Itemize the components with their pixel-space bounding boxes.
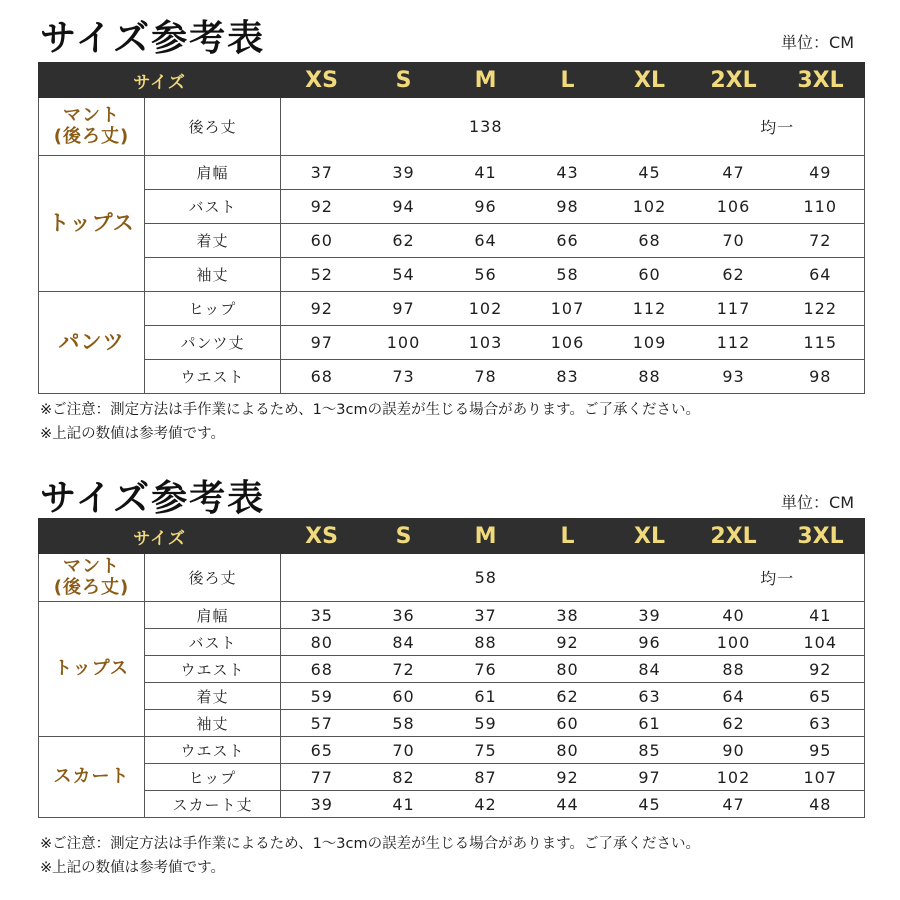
cell-value: 58 (527, 258, 609, 292)
cell-value: 76 (445, 656, 527, 683)
size-header-xs: XS (281, 63, 363, 98)
cell-value: 45 (609, 156, 691, 190)
size-header-l: L (527, 63, 609, 98)
cell-value: 36 (363, 602, 445, 629)
size-header-s: S (363, 519, 445, 554)
cell-value: 109 (609, 326, 691, 360)
cell-value: 84 (363, 629, 445, 656)
cell-value: 64 (691, 683, 777, 710)
cell-value: 75 (445, 737, 527, 764)
cell-value: 41 (363, 791, 445, 818)
cell-value: 104 (777, 629, 865, 656)
cell-value: 35 (281, 602, 363, 629)
table-row (39, 764, 865, 791)
cell-value: 96 (609, 629, 691, 656)
cell-value: 97 (281, 326, 363, 360)
row-item-label: 後ろ丈 (145, 98, 281, 156)
cell-value: 122 (777, 292, 865, 326)
cell-value: 100 (363, 326, 445, 360)
header-row (39, 519, 865, 554)
size-header-xl: XL (609, 63, 691, 98)
chart-title: サイズ参考表 (40, 18, 266, 59)
cell-value: 38 (527, 602, 609, 629)
cell-value: 117 (691, 292, 777, 326)
size-header-l: L (527, 519, 609, 554)
cell-value: 88 (691, 656, 777, 683)
cell-value: 102 (691, 764, 777, 791)
cell-value: 106 (527, 326, 609, 360)
cell-value: 78 (445, 360, 527, 394)
cell-value: 115 (777, 326, 865, 360)
row-item-label: ヒップ (145, 292, 281, 326)
cell-value: 70 (691, 224, 777, 258)
cell-value: 48 (777, 791, 865, 818)
table-row (39, 292, 865, 326)
row-item-label: 肩幅 (145, 156, 281, 190)
cell-value: 96 (445, 190, 527, 224)
table-row (39, 156, 865, 190)
cell-value: 52 (281, 258, 363, 292)
cell-value: 68 (281, 656, 363, 683)
cell-value: 100 (691, 629, 777, 656)
cell-value: 68 (609, 224, 691, 258)
group-label-mantle: マント (後ろ丈) (39, 554, 145, 602)
cell-value: 64 (777, 258, 865, 292)
cell-value: 92 (777, 656, 865, 683)
size-header-xl: XL (609, 519, 691, 554)
cell-value: 59 (281, 683, 363, 710)
row-item-label: 肩幅 (145, 602, 281, 629)
cell-value: 59 (445, 710, 527, 737)
table-row (39, 190, 865, 224)
table-row (39, 710, 865, 737)
notes (40, 398, 700, 446)
table-row (39, 360, 865, 394)
row-item-label: ウエスト (145, 360, 281, 394)
cell-value: 68 (281, 360, 363, 394)
cell-value: 42 (445, 791, 527, 818)
cell-value: 80 (527, 737, 609, 764)
cell-value: 103 (445, 326, 527, 360)
row-item-label: 着丈 (145, 683, 281, 710)
mantle-row (39, 554, 865, 602)
cell-value: 73 (363, 360, 445, 394)
cell-value: 80 (527, 656, 609, 683)
cell-value: 64 (445, 224, 527, 258)
cell-value: 37 (445, 602, 527, 629)
cell-value: 82 (363, 764, 445, 791)
cell-value: 72 (777, 224, 865, 258)
cell-value: 92 (281, 292, 363, 326)
table-row (39, 326, 865, 360)
note-line: ※上記の数値は参考値です。 (40, 860, 225, 876)
cell-value: 97 (609, 764, 691, 791)
notes (40, 832, 700, 880)
size-table (38, 518, 865, 818)
cell-value: 61 (609, 710, 691, 737)
cell-value: 95 (777, 737, 865, 764)
cell-value: 77 (281, 764, 363, 791)
group-label-tops: トップス (39, 156, 145, 292)
size-table (38, 62, 865, 394)
chart-title: サイズ参考表 (40, 478, 266, 519)
cell-value: 93 (691, 360, 777, 394)
row-item-label: パンツ丈 (145, 326, 281, 360)
cell-value: 70 (363, 737, 445, 764)
cell-value: 97 (363, 292, 445, 326)
cell-value: 98 (777, 360, 865, 394)
cell-value: 62 (363, 224, 445, 258)
cell-value: 94 (363, 190, 445, 224)
table-row (39, 258, 865, 292)
cell-value: 41 (777, 602, 865, 629)
cell-value: 88 (445, 629, 527, 656)
cell-value: 57 (281, 710, 363, 737)
cell-value: 58 (363, 710, 445, 737)
cell-value: 106 (691, 190, 777, 224)
note-line: ※ご注意：測定方法は手作業によるため、1～3cmの誤差が生じる場合があります。ご了承ください。 (40, 836, 700, 852)
cell-value: 87 (445, 764, 527, 791)
cell-value: 43 (527, 156, 609, 190)
unit-label: 単位：CM (781, 493, 854, 512)
cell-value: 88 (609, 360, 691, 394)
cell-value: 62 (527, 683, 609, 710)
cell-value: 62 (691, 710, 777, 737)
cell-value: 60 (281, 224, 363, 258)
cell-value: 85 (609, 737, 691, 764)
mantle-uniform: 均一 (691, 554, 865, 602)
size-header-2xl: 2XL (691, 519, 777, 554)
cell-value: 40 (691, 602, 777, 629)
cell-value: 112 (609, 292, 691, 326)
mantle-uniform: 均一 (691, 98, 865, 156)
cell-value: 44 (527, 791, 609, 818)
cell-value: 41 (445, 156, 527, 190)
cell-value: 72 (363, 656, 445, 683)
cell-value: 63 (777, 710, 865, 737)
table-row (39, 602, 865, 629)
cell-value: 98 (527, 190, 609, 224)
size-header-2xl: 2XL (691, 63, 777, 98)
cell-value: 107 (527, 292, 609, 326)
cell-value: 47 (691, 791, 777, 818)
cell-value: 65 (281, 737, 363, 764)
cell-value: 62 (691, 258, 777, 292)
cell-value: 49 (777, 156, 865, 190)
table-row (39, 224, 865, 258)
note-line: ※ご注意：測定方法は手作業によるため、1～3cmの誤差が生じる場合があります。ご了承ください。 (40, 402, 700, 418)
cell-value: 37 (281, 156, 363, 190)
note-line: ※上記の数値は参考値です。 (40, 426, 225, 442)
table-row (39, 737, 865, 764)
size-header-3xl: 3XL (777, 63, 865, 98)
table-row (39, 629, 865, 656)
cell-value: 39 (363, 156, 445, 190)
cell-value: 60 (609, 258, 691, 292)
size-header-label: サイズ (39, 63, 281, 98)
group-label-pants: パンツ (39, 292, 145, 394)
size-header-label: サイズ (39, 519, 281, 554)
cell-value: 80 (281, 629, 363, 656)
size-header-s: S (363, 63, 445, 98)
mantle-row (39, 98, 865, 156)
table-row (39, 791, 865, 818)
size-header-xs: XS (281, 519, 363, 554)
cell-value: 92 (527, 629, 609, 656)
cell-value: 102 (445, 292, 527, 326)
cell-value: 61 (445, 683, 527, 710)
row-item-label: スカート丈 (145, 791, 281, 818)
cell-value: 92 (527, 764, 609, 791)
table-row (39, 683, 865, 710)
mantle-value: 138 (281, 98, 691, 156)
group-label-tops: トップス (39, 602, 145, 737)
group-label-mantle: マント (後ろ丈) (39, 98, 145, 156)
cell-value: 45 (609, 791, 691, 818)
cell-value: 60 (527, 710, 609, 737)
cell-value: 63 (609, 683, 691, 710)
size-header-m: M (445, 519, 527, 554)
row-item-label: 袖丈 (145, 258, 281, 292)
cell-value: 39 (281, 791, 363, 818)
cell-value: 66 (527, 224, 609, 258)
cell-value: 54 (363, 258, 445, 292)
cell-value: 102 (609, 190, 691, 224)
row-item-label: ウエスト (145, 737, 281, 764)
cell-value: 90 (691, 737, 777, 764)
header-row (39, 63, 865, 98)
cell-value: 83 (527, 360, 609, 394)
row-item-label: ヒップ (145, 764, 281, 791)
cell-value: 47 (691, 156, 777, 190)
group-label-skirt: スカート (39, 737, 145, 818)
cell-value: 92 (281, 190, 363, 224)
cell-value: 56 (445, 258, 527, 292)
row-item-label: ウエスト (145, 656, 281, 683)
table-row (39, 656, 865, 683)
cell-value: 112 (691, 326, 777, 360)
cell-value: 107 (777, 764, 865, 791)
cell-value: 60 (363, 683, 445, 710)
cell-value: 39 (609, 602, 691, 629)
mantle-value: 58 (281, 554, 691, 602)
row-item-label: 袖丈 (145, 710, 281, 737)
cell-value: 110 (777, 190, 865, 224)
size-header-3xl: 3XL (777, 519, 865, 554)
row-item-label: 後ろ丈 (145, 554, 281, 602)
unit-label: 単位：CM (781, 33, 854, 52)
cell-value: 84 (609, 656, 691, 683)
cell-value: 65 (777, 683, 865, 710)
row-item-label: バスト (145, 190, 281, 224)
row-item-label: バスト (145, 629, 281, 656)
size-header-m: M (445, 63, 527, 98)
row-item-label: 着丈 (145, 224, 281, 258)
